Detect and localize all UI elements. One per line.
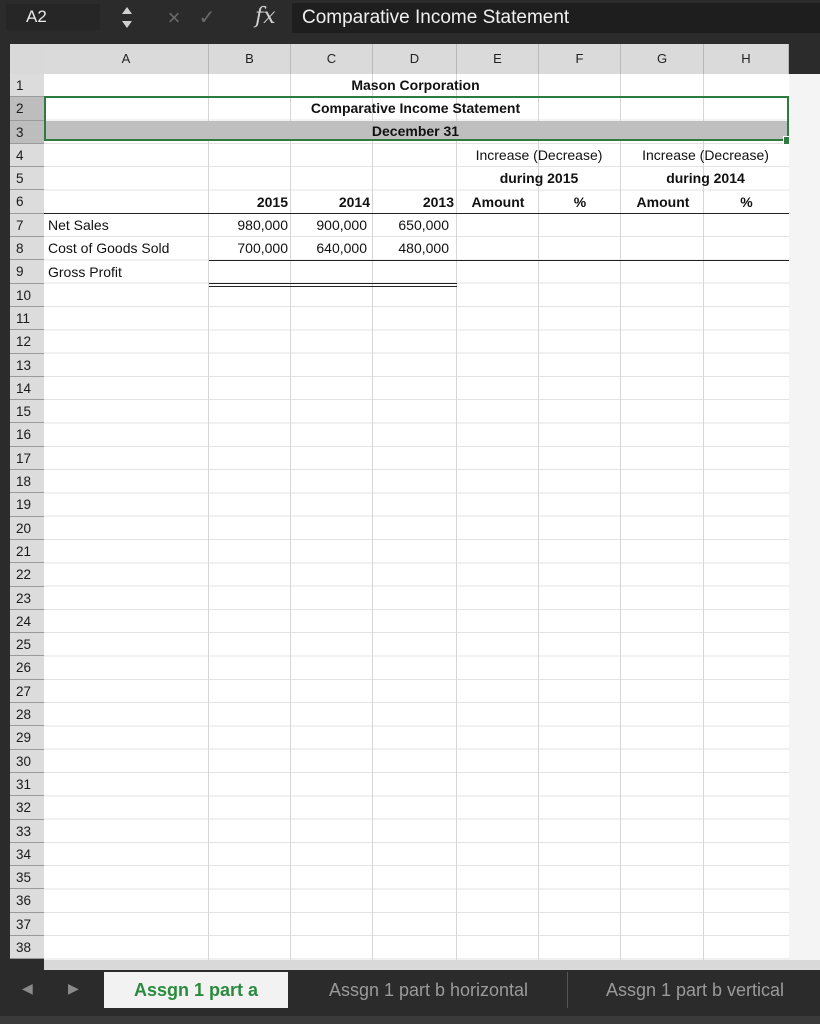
- grid-right-edge: [789, 74, 820, 960]
- column-header-h[interactable]: H: [704, 44, 789, 74]
- net-sales-2014[interactable]: 900,000: [316, 217, 367, 233]
- tab-assgn-1-part-b-vertical[interactable]: Assgn 1 part b vertical: [605, 980, 785, 1000]
- formula-input[interactable]: Comparative Income Statement: [292, 3, 820, 33]
- row-header[interactable]: 5: [10, 167, 44, 190]
- row-header[interactable]: 12: [10, 330, 44, 353]
- column-header-f[interactable]: F: [539, 44, 621, 74]
- pct-2014-header[interactable]: %: [740, 194, 753, 210]
- header-bottom-border: [44, 213, 789, 214]
- tab-assgn-1-part-b-horizontal[interactable]: Assgn 1 part b horizontal: [290, 972, 568, 1008]
- row-header[interactable]: 22: [10, 563, 44, 586]
- row-header[interactable]: 6: [10, 190, 44, 213]
- row-header[interactable]: 37: [10, 913, 44, 936]
- column-header-d[interactable]: D: [373, 44, 457, 74]
- sheet-tab-bar: [0, 972, 820, 1012]
- name-box[interactable]: A2: [6, 4, 100, 30]
- name-box-stepper-icon[interactable]: [120, 5, 134, 31]
- worksheet: [0, 40, 820, 968]
- row-header[interactable]: 7: [10, 214, 44, 237]
- net-sales-2015[interactable]: 980,000: [237, 217, 288, 233]
- row-header[interactable]: 26: [10, 656, 44, 679]
- row-header[interactable]: 4: [10, 144, 44, 167]
- amount-2014-header[interactable]: Amount: [636, 194, 690, 210]
- row-header[interactable]: 21: [10, 540, 44, 563]
- cogs-2013[interactable]: 480,000: [398, 240, 449, 256]
- year-2013-header[interactable]: 2013: [422, 194, 454, 210]
- cogs-2015[interactable]: 700,000: [237, 240, 288, 256]
- row-header[interactable]: 16: [10, 423, 44, 446]
- row-header[interactable]: 18: [10, 470, 44, 493]
- increase-2015-heading[interactable]: Increase (Decrease): [475, 147, 603, 163]
- cell-grid[interactable]: [44, 74, 789, 960]
- cogs-label[interactable]: Cost of Goods Sold: [48, 240, 170, 256]
- tab-assgn-1-part-a[interactable]: Assgn 1 part a: [104, 972, 288, 1008]
- cancel-icon[interactable]: ×: [167, 5, 181, 30]
- row-header[interactable]: 2: [10, 97, 44, 120]
- horizontal-scrollbar[interactable]: [44, 960, 820, 970]
- row-header[interactable]: 30: [10, 750, 44, 773]
- amount-2015-header[interactable]: Amount: [471, 194, 525, 210]
- row-header[interactable]: 28: [10, 703, 44, 726]
- year-2015-header[interactable]: 2015: [256, 194, 288, 210]
- tab-scroll-left-icon[interactable]: ◀: [22, 980, 33, 996]
- row-header[interactable]: 32: [10, 796, 44, 819]
- row-header[interactable]: 31: [10, 773, 44, 796]
- column-header-a[interactable]: A: [44, 44, 209, 74]
- row-header[interactable]: 23: [10, 587, 44, 610]
- row-header[interactable]: 36: [10, 889, 44, 912]
- row-header[interactable]: 25: [10, 633, 44, 656]
- column-header-e[interactable]: E: [457, 44, 539, 74]
- year-2014-header[interactable]: 2014: [338, 194, 370, 210]
- pct-2015-header[interactable]: %: [573, 194, 587, 210]
- during-2014-heading[interactable]: during 2014: [666, 170, 745, 186]
- row-header[interactable]: 29: [10, 726, 44, 749]
- net-sales-2013[interactable]: 650,000: [398, 217, 449, 233]
- row-header[interactable]: 14: [10, 377, 44, 400]
- row-header[interactable]: 1: [10, 74, 44, 97]
- cogs-2014[interactable]: 640,000: [316, 240, 367, 256]
- row-header[interactable]: 24: [10, 610, 44, 633]
- increase-2014-heading[interactable]: Increase (Decrease): [642, 147, 769, 163]
- subtitle-cell[interactable]: Comparative Income Statement: [310, 100, 521, 116]
- enter-check-icon[interactable]: ✓: [198, 7, 216, 29]
- row-header[interactable]: 19: [10, 493, 44, 516]
- cogs-bottom-border: [209, 260, 789, 261]
- row-header[interactable]: 13: [10, 354, 44, 377]
- row-header[interactable]: 38: [10, 936, 44, 959]
- status-bar: [0, 1016, 820, 1024]
- select-all-corner[interactable]: [10, 44, 44, 74]
- row-header[interactable]: 15: [10, 400, 44, 423]
- row-header[interactable]: 20: [10, 517, 44, 540]
- gross-profit-double-border-top: [209, 283, 457, 284]
- row-header[interactable]: 34: [10, 843, 44, 866]
- column-header-c[interactable]: C: [291, 44, 373, 74]
- row-header[interactable]: 17: [10, 447, 44, 470]
- title-cell[interactable]: Mason Corporation: [351, 77, 480, 93]
- column-header-g[interactable]: G: [621, 44, 704, 74]
- row-header[interactable]: 10: [10, 284, 44, 307]
- row-header[interactable]: 11: [10, 307, 44, 330]
- row-header[interactable]: 35: [10, 866, 44, 889]
- fx-icon[interactable]: fx: [255, 4, 276, 29]
- row-header[interactable]: 33: [10, 820, 44, 843]
- formula-bar: [0, 0, 820, 36]
- row-headers: [10, 74, 44, 959]
- net-sales-label[interactable]: Net Sales: [48, 217, 109, 233]
- row-header[interactable]: 9: [10, 260, 44, 283]
- row-header[interactable]: 27: [10, 680, 44, 703]
- tab-scroll-right-icon[interactable]: ▶: [68, 980, 79, 996]
- row-header[interactable]: 8: [10, 237, 44, 260]
- during-2015-heading[interactable]: during 2015: [499, 170, 579, 186]
- column-header-b[interactable]: B: [209, 44, 291, 74]
- date-cell[interactable]: December 31: [371, 123, 460, 139]
- gross-profit-label[interactable]: Gross Profit: [48, 264, 122, 280]
- row-header[interactable]: 3: [10, 121, 44, 144]
- gross-profit-double-border-bottom: [209, 286, 457, 287]
